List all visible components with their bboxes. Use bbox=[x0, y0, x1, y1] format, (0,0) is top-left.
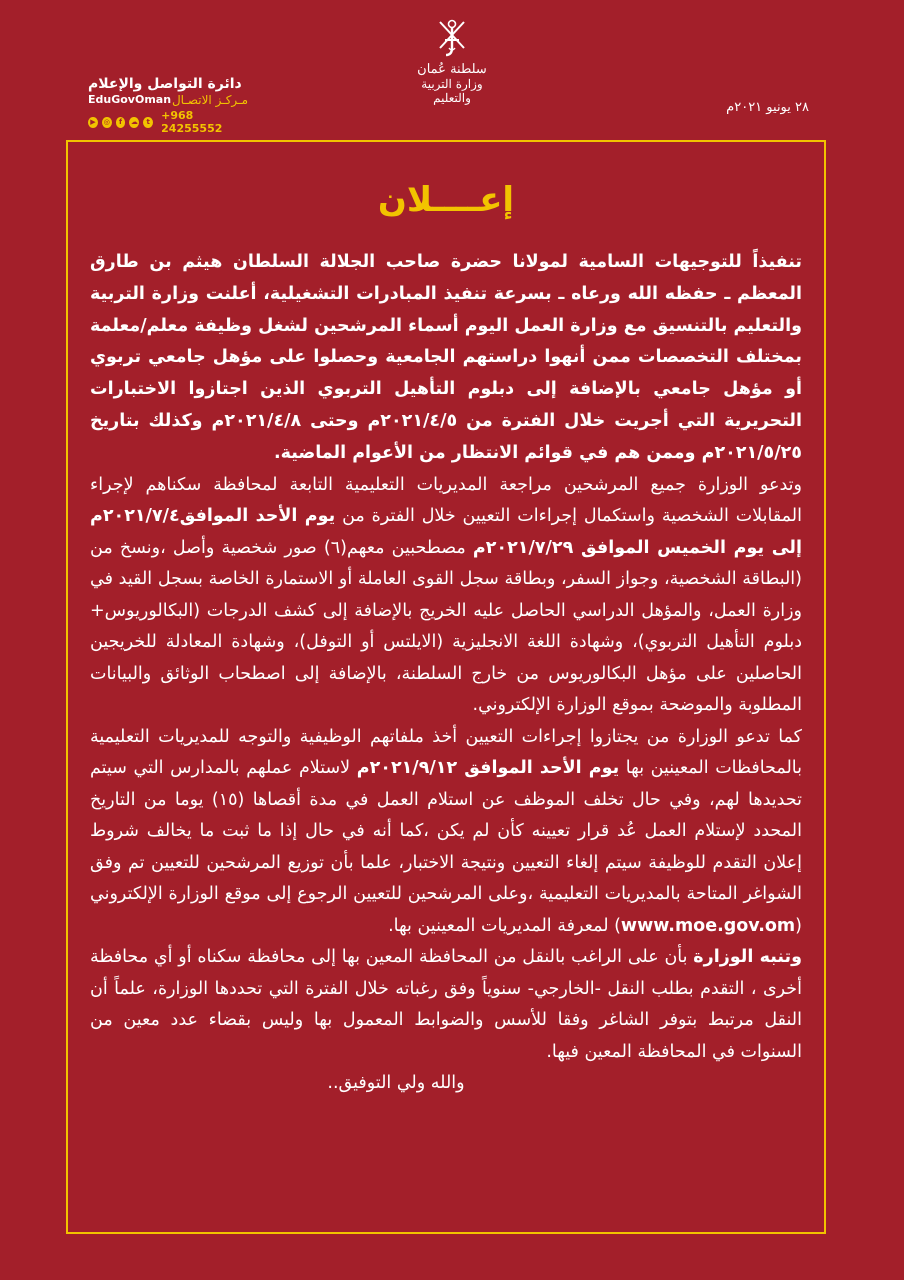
announcement-frame bbox=[66, 140, 826, 1234]
facebook-icon[interactable]: f bbox=[116, 117, 126, 128]
department-name: دائرة التواصل والإعلام bbox=[88, 76, 242, 92]
contact-row bbox=[88, 93, 248, 107]
announcement-body bbox=[90, 247, 802, 1100]
paragraph-text: بأن على الراغب بالنقل من المحافظة المعين بها إلى محافظة سكناه أو أي محافظة أخرى ، التقدم بطلب النقل -الخارجي- سنوياً وفق رغباته خلال الفترة التي تحددها الوزارة، علماً أن النقل مرتبط بتوفر الشاغر وفقا للأسس والضوابط المعمول بها وليس بقضاء عدد معين من السنوات في المحافظة المعين فيها. bbox=[90, 947, 802, 1062]
paragraph-text: مصطحبين معهم(٦) صور شخصية وأصل ،ونسخ من (البطاقة الشخصية، وجواز السفر، وبطاقة سجل القوى العاملة أو الاستمارة الخاصة بسجل القيد في وزارة العمل، والمؤهل الدراسي الحاصل عليه الخريج بالإضافة إلى كشف الدرجات (البكالوريوس+ دبلوم التأهيل التربوي)، وشهادة اللغة الانجليزية (الايلتس أو التوفل)، وشهادة المعادلة للخريجين الحاصلين على مؤهل البكالوريوس من خارج السلطنة، بالإضافة إلى اصطحاب الوثائق والبيانات المطلوبة والموضحة بموقع الوزارة الإلكتروني. bbox=[90, 537, 802, 716]
phone-number[interactable]: +968 24255552 bbox=[161, 109, 223, 135]
twitter-icon[interactable]: t bbox=[143, 117, 153, 128]
oman-emblem-icon bbox=[435, 18, 469, 58]
ministry-logo bbox=[402, 18, 502, 105]
soundcloud-icon[interactable]: ☁ bbox=[130, 117, 138, 126]
logo-country-name: سلطنة عُمان bbox=[417, 62, 487, 77]
contact-block bbox=[88, 75, 248, 135]
page-header bbox=[0, 0, 904, 135]
closing-line: والله ولي التوفيق.. bbox=[327, 1073, 465, 1094]
paragraph-reporting bbox=[90, 722, 802, 943]
paragraph-transfer bbox=[90, 942, 802, 1068]
announcement-title: إعــــلان bbox=[377, 180, 515, 220]
notice-lead: وتنبه الوزارة bbox=[693, 947, 802, 968]
youtube-icon[interactable]: ▶ bbox=[88, 117, 98, 128]
paragraph-interviews bbox=[90, 470, 802, 722]
instagram-icon[interactable]: ◎ bbox=[103, 117, 110, 126]
paragraph-text: كما تدعو الوزارة من يجتازوا إجراءات التعيين أخذ ملفاتهم الوظيفية والتوجه للمديريات التعليمية بالمحافظات المعينين بها bbox=[90, 726, 803, 779]
logo-ministry-name: وزارة التربية والتعليم bbox=[421, 77, 483, 105]
social-row bbox=[88, 109, 248, 135]
paragraph-text: ) لمعرفة المديريات المعينين بها. bbox=[388, 915, 621, 936]
ministry-website-link[interactable]: www.moe.gov.om bbox=[620, 915, 796, 936]
call-center-label: مـركـز الاتصـال bbox=[171, 93, 248, 107]
paragraph-text: لاستلام عملهم بالمدارس التي سيتم تحديدها لهم، وفي حال تخلف الموظف عن استلام العمل في مدة أقصاها (١٥) يوما من التاريخ المحدد لإستلام العمل عُد قرار تعيينه كأن لم يكن ،كما أنه في حال إذا ما ثبت ما يخالف شروط إعلان التقدم للوظيفة سيتم إلغاء التعيين ونتيجة الاختبار، علما بأن توزيع المرشحين للتعيين تم وفق الشواغر المتاحة بالمديريات التعليمية ،وعلى المرشحين للتعيين الرجوع إلى موقع الوزارة الإلكتروني ( bbox=[90, 758, 802, 936]
social-handle[interactable]: EduGovOman bbox=[88, 93, 172, 106]
announcement-date: ٢٨ يونيو ٢٠٢١م bbox=[726, 100, 809, 115]
reporting-date: يوم الأحد الموافق ٢٠٢١/٩/١٢م bbox=[356, 758, 620, 779]
paragraph-intro: تنفيذاً للتوجيهات السامية لمولانا حضرة صاحب الجلالة السلطان هيثم بن طارق المعظم ـ حفظه الله ورعاه ـ بسرعة تنفيذ المبادرات التشغيلية، أعلنت وزارة التربية والتعليم بالتنسيق مع وزارة العمل اليوم أسماء المرشحين لشغل وظيفة معلم/معلمة بمختلف التخصصات ممن أنهوا دراستهم الجامعية وحصلوا على مؤهل جامعي تربوي أو مؤهل جامعي بالإضافة إلى دبلوم التأهيل التربوي الذين اجتازوا الاختبارات التحريرية التي أجريت خلال الفترة من ٢٠٢١/٤/٥م وحتى ٢٠٢١/٤/٨م وكذلك بتاريخ ٢٠٢١/٥/٢٥م وممن هم في قوائم الانتظار من الأعوام الماضية. bbox=[90, 252, 802, 463]
interview-period: يوم الأحد الموافق٢٠٢١/٧/٤م إلى يوم الخميس الموافق ٢٠٢١/٧/٢٩م bbox=[90, 506, 802, 558]
paragraph-text: وتدعو الوزارة جميع المرشحين مراجعة المديريات التعليمية التابعة لمحافظة سكناهم لإجراء المقابلات الشخصية واستكمال إجراءات التعيين خلال الفترة من bbox=[90, 474, 802, 527]
